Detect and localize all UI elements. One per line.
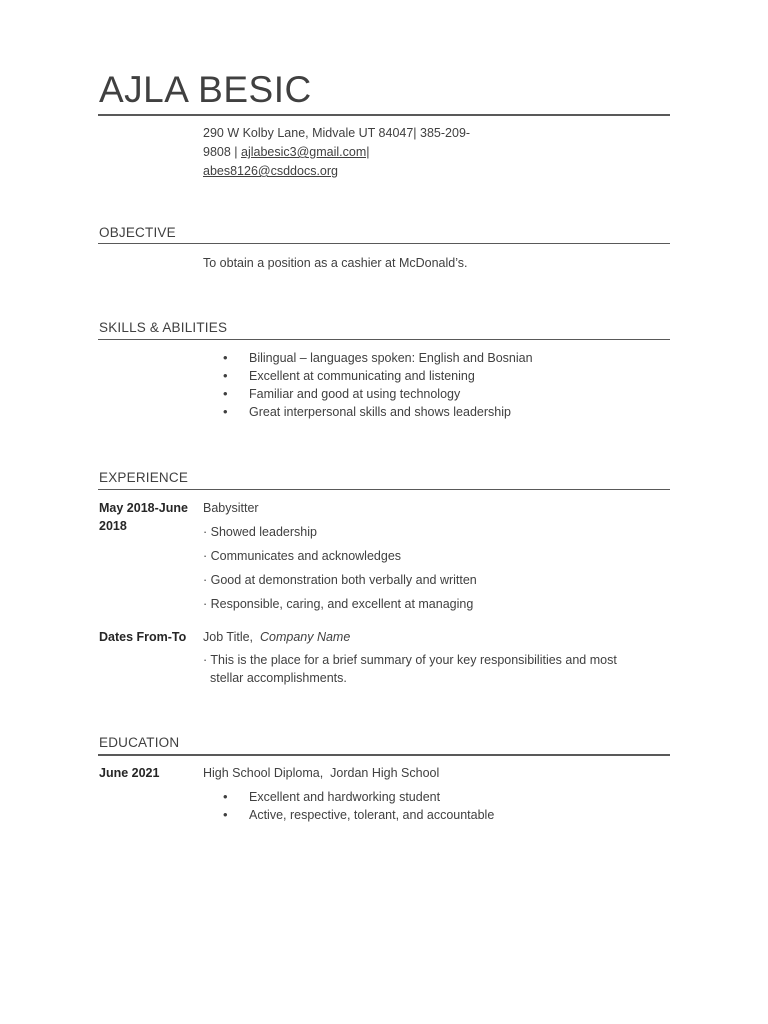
- contact-phone-end: 9808 |: [203, 145, 242, 159]
- job-point: · Good at demonstration both verbally and written: [203, 573, 477, 587]
- contact-address-line: 290 W Kolby Lane, Midvale UT 84047| 385-209-: [203, 126, 471, 140]
- job-date: [99, 499, 199, 535]
- header-divider: [98, 114, 670, 116]
- list-item: • Bilingual – languages spoken: English and Bosnian: [220, 349, 533, 367]
- education-list: [220, 788, 494, 824]
- job-date-line1: May 2018-June: [99, 501, 188, 515]
- email-link-school[interactable]: abes8126@csddocs.org: [203, 164, 338, 178]
- education-heading: EDUCATION: [99, 735, 180, 750]
- objective-text: To obtain a position as a cashier at McDonald’s.: [203, 256, 468, 270]
- contact-info: [203, 124, 503, 181]
- education-date: June 2021: [99, 766, 160, 780]
- education-degree: [203, 764, 439, 782]
- list-item: • Familiar and good at using technology: [220, 385, 533, 403]
- degree-label: High School Diploma,: [203, 766, 324, 780]
- job-point: · Communicates and acknowledges: [203, 549, 402, 563]
- list-item: • Active, respective, tolerant, and accountable: [220, 806, 494, 824]
- list-item: • Excellent at communicating and listening: [220, 367, 533, 385]
- job-title-placeholder: [203, 628, 350, 646]
- job-date-line2: 2018: [99, 519, 127, 533]
- job-point: · Responsible, caring, and excellent at managing: [203, 597, 474, 611]
- objective-heading: OBJECTIVE: [99, 225, 176, 240]
- list-item: • Excellent and hardworking student: [220, 788, 494, 806]
- school-name: Jordan High School: [330, 766, 440, 780]
- objective-divider: [98, 243, 670, 244]
- education-divider: [98, 754, 670, 756]
- candidate-name: AJLA BESIC: [99, 69, 312, 110]
- job-summary-line1: · This is the place for a brief summary of your key responsibilities and most: [203, 653, 617, 667]
- email-link-primary[interactable]: ajlabesic3@gmail.com|: [241, 145, 370, 159]
- skills-list: [220, 349, 533, 421]
- skills-divider: [98, 339, 670, 340]
- company-name-label: Company Name: [259, 630, 351, 644]
- job-point: · Showed leadership: [203, 525, 317, 539]
- skills-heading: SKILLS & ABILITIES: [99, 320, 228, 335]
- list-item: • Great interpersonal skills and shows leadership: [220, 403, 533, 421]
- job-summary-line2: stellar accomplishments.: [210, 671, 347, 685]
- experience-heading: EXPERIENCE: [99, 470, 189, 485]
- experience-divider: [98, 489, 670, 490]
- job-date-placeholder: Dates From-To: [99, 630, 187, 644]
- job-title-label: Job Title,: [203, 630, 254, 644]
- job-title: Babysitter: [203, 501, 259, 515]
